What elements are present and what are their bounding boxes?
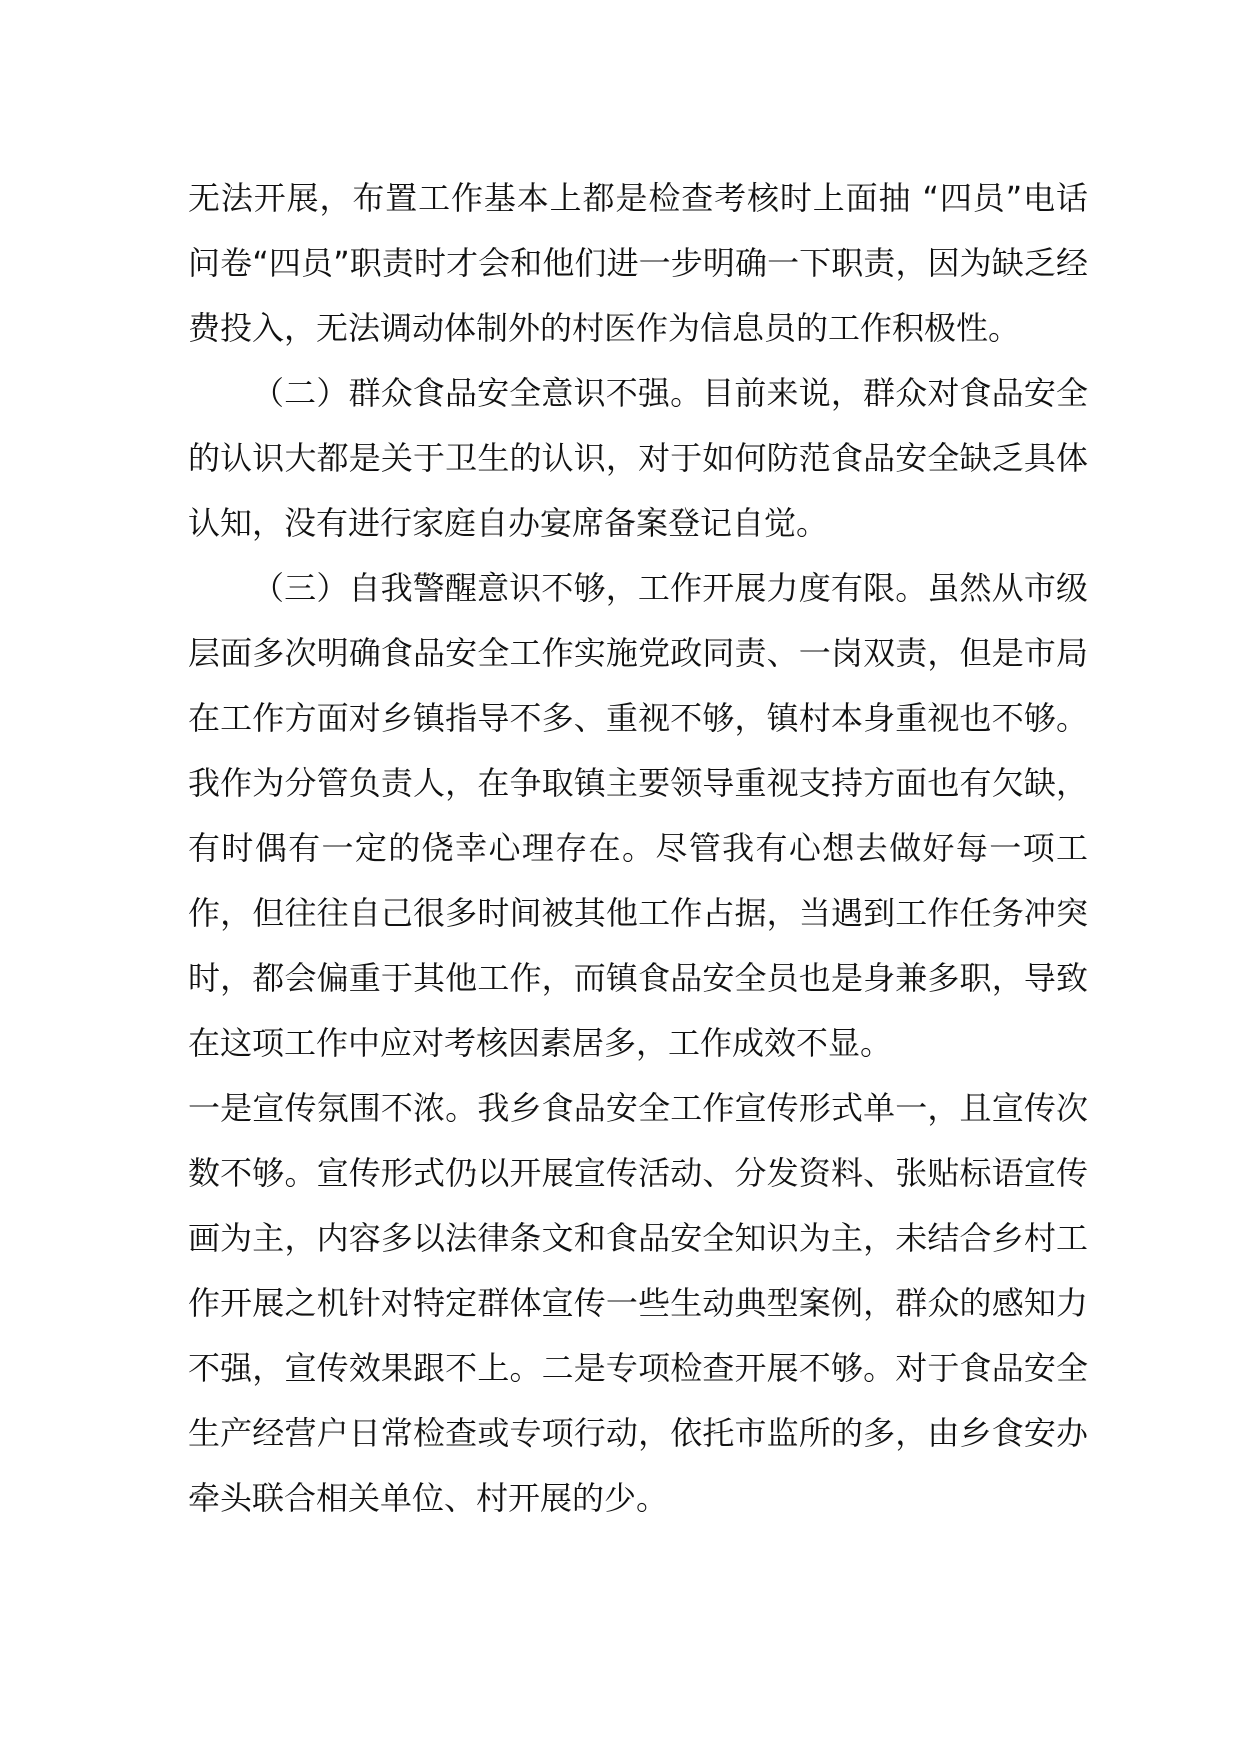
paragraph-2: （二）群众食品安全意识不强。目前来说，群众对食品安全的认识大都是关于卫生的认识，对于如何防范食品安全缺乏具体认知，没有进行家庭自办宴席备案登记自觉。 (188, 374, 1088, 542)
paragraph-4: 一是宣传氛围不浓。我乡食品安全工作宣传形式单一，且宣传次数不够。宣传形式仍以开展宣传活动、分发资料、张贴标语宣传画为主，内容多以法律条文和食品安全知识为主，未结合乡村工作开展之机针对特定群体宣传一些生动典型案例，群众的感知力不强，宣传效果跟不上。二是专项检查开展不够。对于食品安全生产经营户日常检查或专项行动，依托市监所的多，由乡食安办牵头联合相关单位、村开展的少。 (188, 1089, 1088, 1517)
document-page (188, 166, 1088, 1531)
paragraph-3: （三）自我警醒意识不够，工作开展力度有限。虽然从市级层面多次明确食品安全工作实施党政同责、一岗双责，但是市局在工作方面对乡镇指导不多、重视不够，镇村本身重视也不够。我作为分管负责人，在争取镇主要领导重视支持方面也有欠缺，有时偶有一定的侥幸心理存在。尽管我有心想去做好每一项工作，但往往自己很多时间被其他工作占据，当遇到工作任务冲突时，都会偏重于其他工作，而镇食品安全员也是身兼多职，导致在这项工作中应对考核因素居多，工作成效不显。 (188, 569, 1088, 1062)
paragraph-1: 无法开展，布置工作基本上都是检查考核时上面抽 “四员”电话问卷“四员”职责时才会和他们进一步明确一下职责，因为缺乏经费投入，无法调动体制外的村医作为信息员的工作积极性。 (188, 179, 1088, 347)
